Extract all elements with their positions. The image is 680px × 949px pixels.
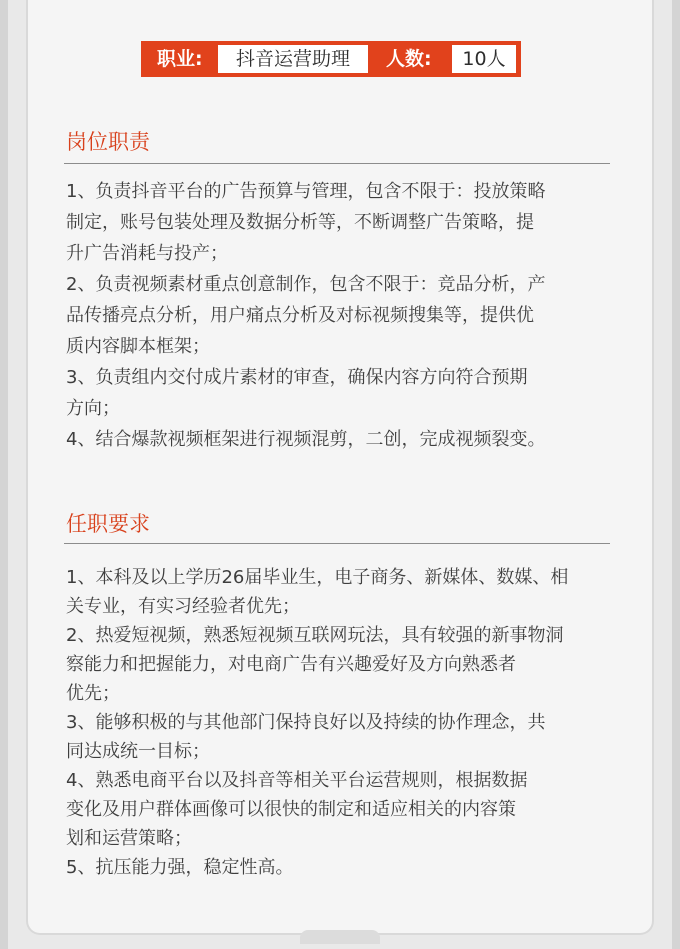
responsibility-line: 1、负责抖音平台的广告预算与管理，包含不限于：投放策略 (66, 181, 546, 202)
responsibilities-title: 岗位职责 (66, 130, 150, 154)
job-title-value: 抖音运营助理 (218, 45, 368, 73)
responsibility-line: 制定，账号包装处理及数据分析等，不断调整广告策略，提 (66, 212, 534, 233)
responsibility-line: 4、结合爆款视频框架进行视频混剪，二创，完成视频裂变。 (66, 429, 546, 450)
responsibility-line: 3、负责组内交付成片素材的审查，确保内容方向符合预期 (66, 367, 528, 388)
responsibilities-list (66, 176, 618, 455)
requirement-line: 4、熟悉电商平台以及抖音等相关平台运营规则，根据数据 (66, 770, 528, 791)
responsibility-line: 方向； (66, 398, 120, 419)
requirement-line: 划和运营策略； (66, 828, 192, 849)
responsibility-line: 质内容脚本框架； (66, 336, 210, 357)
requirements-list (66, 563, 618, 882)
bottom-decoration (300, 930, 380, 944)
requirement-line: 变化及用户群体画像可以很快的制定和适应相关的内容策 (66, 799, 516, 820)
headcount-label: 人数: (386, 48, 432, 70)
job-label: 职业: (157, 48, 203, 70)
page-frame-right (672, 0, 680, 949)
responsibility-line: 品传播亮点分析，用户痛点分析及对标视频搜集等，提供优 (66, 305, 534, 326)
requirement-line: 1、本科及以上学历26届毕业生，电子商务、新媒体、数媒、相 (66, 567, 569, 588)
requirement-line: 3、能够积极的与其他部门保持良好以及持续的协作理念，共 (66, 712, 546, 733)
requirement-line: 同达成统一目标； (66, 741, 210, 762)
requirement-line: 察能力和把握能力，对电商广告有兴趣爱好及方向熟悉者 (66, 654, 516, 675)
responsibility-line: 2、负责视频素材重点创意制作，包含不限于：竞品分析，产 (66, 274, 546, 295)
page-frame-left (0, 0, 8, 949)
requirement-line: 关专业，有实习经验者优先； (66, 596, 300, 617)
requirement-line: 优先； (66, 683, 120, 704)
requirement-line: 2、热爱短视频，熟悉短视频互联网玩法，具有较强的新事物洞 (66, 625, 564, 646)
responsibilities-divider (64, 163, 610, 164)
headcount-value: 10人 (452, 45, 516, 73)
requirement-line: 5、抗压能力强，稳定性高。 (66, 857, 294, 878)
responsibility-line: 升广告消耗与投产； (66, 243, 228, 264)
requirements-divider (64, 543, 610, 544)
requirements-title: 任职要求 (66, 512, 150, 536)
